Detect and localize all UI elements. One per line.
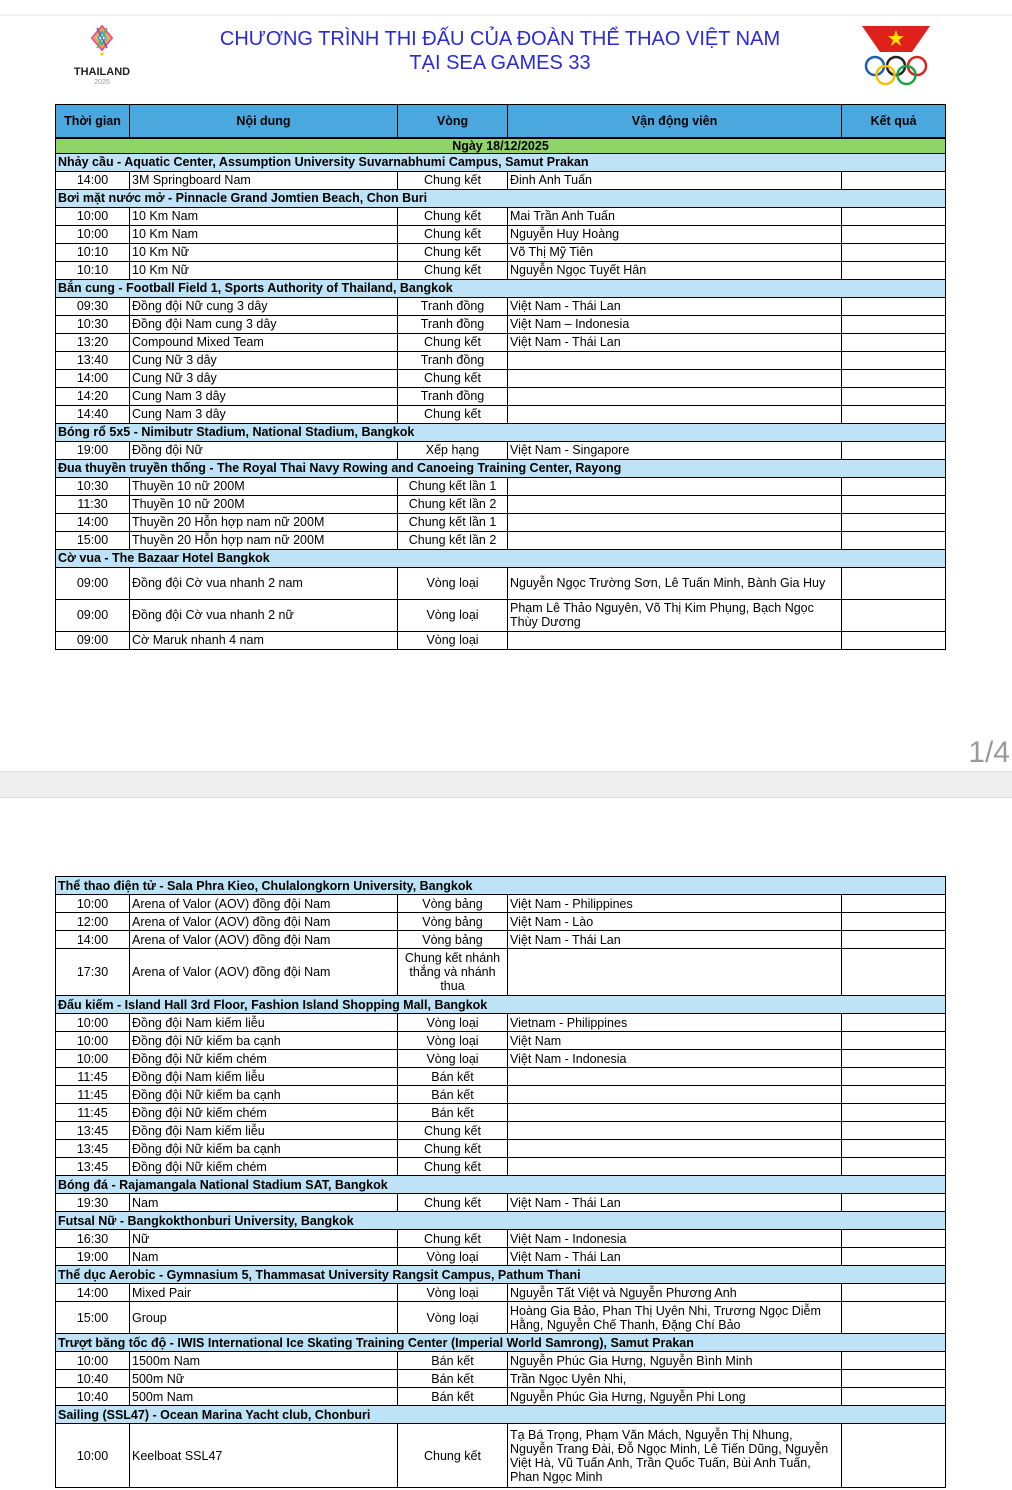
round-cell: Chung kết (398, 369, 508, 387)
venue-label: Đua thuyền truyền thống - The Royal Thai Navy Rowing and Canoeing Training Center, Rayong (56, 459, 946, 477)
event-cell: Cung Nữ 3 dây (130, 351, 398, 369)
time-cell: 13:45 (56, 1122, 130, 1140)
event-cell: 3M Springboard Nam (130, 171, 398, 189)
table-row (56, 1194, 946, 1212)
round-cell: Chung kết (398, 261, 508, 279)
round-cell: Chung kết lần 1 (398, 477, 508, 495)
result-cell (842, 1032, 946, 1050)
time-cell: 12:00 (56, 913, 130, 931)
athletes-cell: Việt Nam (508, 1032, 842, 1050)
result-cell (842, 1302, 946, 1334)
athletes-cell: Việt Nam - Thái Lan (508, 297, 842, 315)
time-cell: 11:45 (56, 1086, 130, 1104)
event-cell: Đồng đội Nam kiếm liễu (130, 1014, 398, 1032)
page-separator (0, 771, 1012, 798)
table-row (56, 1352, 946, 1370)
time-cell: 10:00 (56, 1050, 130, 1068)
round-cell: Vòng loại (398, 1050, 508, 1068)
time-cell: 10:00 (56, 1032, 130, 1050)
time-cell: 14:00 (56, 1284, 130, 1302)
round-cell: Vòng loại (398, 599, 508, 631)
event-cell: Keelboat SSL47 (130, 1424, 398, 1488)
time-cell: 10:30 (56, 477, 130, 495)
venue-label: Sailing (SSL47) - Ocean Marina Yacht club, Chonburi (56, 1406, 946, 1424)
table-row (56, 225, 946, 243)
time-cell: 13:40 (56, 351, 130, 369)
table-row (56, 1302, 946, 1334)
time-cell: 11:30 (56, 495, 130, 513)
page-subtitle: TẠI SEA GAMES 33 (409, 52, 591, 74)
venue-row (56, 1176, 946, 1194)
event-cell: Arena of Valor (AOV) đồng đội Nam (130, 913, 398, 931)
result-cell (842, 1086, 946, 1104)
result-cell (842, 441, 946, 459)
table-row (56, 1032, 946, 1050)
time-cell: 10:00 (56, 207, 130, 225)
athletes-cell: Nguyễn Phúc Gia Hưng, Nguyễn Bình Minh (508, 1352, 842, 1370)
round-cell: Bán kết (398, 1370, 508, 1388)
athletes-cell: Việt Nam - Indonesia (508, 1050, 842, 1068)
round-cell: Vòng loại (398, 1014, 508, 1032)
round-cell: Vòng loại (398, 1248, 508, 1266)
venue-row (56, 459, 946, 477)
time-cell: 10:40 (56, 1388, 130, 1406)
venue-label: Bắn cung - Football Field 1, Sports Authority of Thailand, Bangkok (56, 279, 946, 297)
result-cell (842, 369, 946, 387)
document-header (0, 0, 1012, 100)
athletes-cell: Việt Nam - Thái Lan (508, 931, 842, 949)
result-cell (842, 1140, 946, 1158)
athletes-cell: Việt Nam - Singapore (508, 441, 842, 459)
result-cell (842, 567, 946, 599)
round-cell: Chung kết (398, 1230, 508, 1248)
column-header-result: Kết quả (842, 105, 946, 138)
result-cell (842, 513, 946, 531)
time-cell: 14:00 (56, 931, 130, 949)
time-cell: 14:20 (56, 387, 130, 405)
event-cell: 500m Nam (130, 1388, 398, 1406)
athletes-cell: Nguyễn Ngọc Trường Sơn, Lê Tuấn Minh, Bành Gia Huy (508, 567, 842, 599)
venue-label: Bơi mặt nước mở - Pinnacle Grand Jomtien Beach, Chon Buri (56, 189, 946, 207)
venue-label: Nhảy cầu - Aquatic Center, Assumption University Suvarnabhumi Campus, Samut Prakan (56, 153, 946, 171)
athletes-cell: Việt Nam - Thái Lan (508, 1248, 842, 1266)
round-cell: Tranh đồng (398, 315, 508, 333)
round-cell: Chung kết lần 2 (398, 531, 508, 549)
venue-row (56, 423, 946, 441)
venue-label: Thể thao điện tử - Sala Phra Kieo, Chulalongkorn University, Bangkok (56, 877, 946, 895)
table-row (56, 1104, 946, 1122)
result-cell (842, 531, 946, 549)
vietnam-olympic-logo-icon (858, 24, 934, 90)
event-cell: Cung Nữ 3 dây (130, 369, 398, 387)
time-cell: 11:45 (56, 1068, 130, 1086)
round-cell: Vòng loại (398, 1284, 508, 1302)
round-cell: Bán kết (398, 1086, 508, 1104)
column-header-time: Thời gian (56, 105, 130, 138)
athletes-cell (508, 949, 842, 996)
result-cell (842, 261, 946, 279)
event-cell: Đồng đội Nam cung 3 dây (130, 315, 398, 333)
result-cell (842, 315, 946, 333)
venue-row (56, 279, 946, 297)
event-cell: Đồng đội Cờ vua nhanh 2 nam (130, 567, 398, 599)
table-row (56, 949, 946, 996)
time-cell: 19:00 (56, 1248, 130, 1266)
result-cell (842, 387, 946, 405)
venue-label: Futsal Nữ - Bangkokthonburi University, Bangkok (56, 1212, 946, 1230)
round-cell: Chung kết (398, 1194, 508, 1212)
round-cell: Vòng bảng (398, 913, 508, 931)
table-row (56, 1370, 946, 1388)
result-cell (842, 405, 946, 423)
time-cell: 10:00 (56, 225, 130, 243)
table-row (56, 1284, 946, 1302)
time-cell: 14:00 (56, 369, 130, 387)
table-row (56, 315, 946, 333)
table-row (56, 495, 946, 513)
logo-year: 2025 (94, 79, 110, 86)
event-cell: 10 Km Nữ (130, 261, 398, 279)
athletes-cell: Việt Nam - Indonesia (508, 1230, 842, 1248)
result-cell (842, 895, 946, 913)
time-cell: 10:10 (56, 261, 130, 279)
time-cell: 09:00 (56, 567, 130, 599)
venue-label: Trượt băng tốc độ - IWIS International Ice Skating Training Center (Imperial World Samrong), Samut Prakan (56, 1334, 946, 1352)
table-row (56, 207, 946, 225)
round-cell: Chung kết (398, 243, 508, 261)
round-cell: Chung kết (398, 1424, 508, 1488)
result-cell (842, 599, 946, 631)
table-row (56, 1086, 946, 1104)
venue-label: Bóng rổ 5x5 - Nimibutr Stadium, National Stadium, Bangkok (56, 423, 946, 441)
table-row (56, 1014, 946, 1032)
result-cell (842, 1068, 946, 1086)
time-cell: 16:30 (56, 1230, 130, 1248)
time-cell: 10:00 (56, 1014, 130, 1032)
table-row (56, 1050, 946, 1068)
round-cell: Chung kết nhánh thắng và nhánh thua (398, 949, 508, 996)
athletes-cell: Vietnam - Philippines (508, 1014, 842, 1032)
athletes-cell: Võ Thị Mỹ Tiên (508, 243, 842, 261)
page-title: CHƯƠNG TRÌNH THI ĐẤU CỦA ĐOÀN THỂ THAO VIỆT NAM (219, 28, 781, 50)
time-cell: 13:20 (56, 333, 130, 351)
logo-label: THAILAND (73, 66, 131, 78)
event-cell: Thuyền 20 Hỗn hợp nam nữ 200M (130, 531, 398, 549)
result-cell (842, 1352, 946, 1370)
time-cell: 10:30 (56, 315, 130, 333)
round-cell: Tranh đồng (398, 387, 508, 405)
event-cell: Đồng đội Nam kiếm liễu (130, 1122, 398, 1140)
event-cell: Đồng đội Nữ kiếm ba cạnh (130, 1032, 398, 1050)
time-cell: 14:00 (56, 171, 130, 189)
round-cell: Bán kết (398, 1068, 508, 1086)
table-row (56, 931, 946, 949)
table-row (56, 333, 946, 351)
event-cell: Đồng đội Nữ cung 3 dây (130, 297, 398, 315)
athletes-cell (508, 513, 842, 531)
table-row (56, 913, 946, 931)
result-cell (842, 207, 946, 225)
table-row (56, 1068, 946, 1086)
athletes-cell: Nguyễn Tất Việt và Nguyễn Phương Anh (508, 1284, 842, 1302)
day-row (56, 138, 946, 154)
result-cell (842, 351, 946, 369)
table-row (56, 387, 946, 405)
table-row (56, 243, 946, 261)
time-cell: 14:00 (56, 513, 130, 531)
venue-label: Đấu kiếm - Island Hall 3rd Floor, Fashion Island Shopping Mall, Bangkok (56, 996, 946, 1014)
athletes-cell (508, 369, 842, 387)
event-cell: Đồng đội Nữ kiếm ba cạnh (130, 1140, 398, 1158)
athletes-cell: Việt Nam - Lào (508, 913, 842, 931)
round-cell: Chung kết (398, 225, 508, 243)
result-cell (842, 297, 946, 315)
venue-row (56, 1266, 946, 1284)
event-cell: Đồng đội Nữ kiếm chém (130, 1158, 398, 1176)
time-cell: 17:30 (56, 949, 130, 996)
time-cell: 15:00 (56, 531, 130, 549)
venue-row (56, 549, 946, 567)
event-cell: Arena of Valor (AOV) đồng đội Nam (130, 949, 398, 996)
time-cell: 10:00 (56, 1424, 130, 1488)
event-cell: Group (130, 1302, 398, 1334)
table-row (56, 261, 946, 279)
athletes-cell: Phạm Lê Thảo Nguyên, Võ Thị Kim Phụng, Bạch Ngọc Thùy Dương (508, 599, 842, 631)
result-cell (842, 1158, 946, 1176)
table-row (56, 895, 946, 913)
venue-row (56, 1406, 946, 1424)
event-cell: Thuyền 10 nữ 200M (130, 477, 398, 495)
result-cell (842, 631, 946, 649)
event-cell: Nam (130, 1248, 398, 1266)
event-cell: Đồng đội Nữ kiếm chém (130, 1104, 398, 1122)
table-row (56, 441, 946, 459)
athletes-cell: Việt Nam – Indonesia (508, 315, 842, 333)
time-cell: 09:30 (56, 297, 130, 315)
result-cell (842, 949, 946, 996)
time-cell: 13:45 (56, 1140, 130, 1158)
athletes-cell (508, 405, 842, 423)
column-header-athletes: Vận động viên (508, 105, 842, 138)
round-cell: Chung kết (398, 171, 508, 189)
event-cell: 10 Km Nữ (130, 243, 398, 261)
venue-row (56, 189, 946, 207)
round-cell: Chung kết (398, 1140, 508, 1158)
time-cell: 09:00 (56, 631, 130, 649)
event-cell: Cung Nam 3 dây (130, 387, 398, 405)
athletes-cell: Việt Nam - Thái Lan (508, 333, 842, 351)
athletes-cell (508, 351, 842, 369)
result-cell (842, 171, 946, 189)
result-cell (842, 1104, 946, 1122)
athletes-cell (508, 387, 842, 405)
round-cell: Vòng loại (398, 1302, 508, 1334)
event-cell: Nữ (130, 1230, 398, 1248)
athletes-cell: Tạ Bá Trọng, Phạm Văn Mách, Nguyễn Thị Nhung, Nguyễn Trang Đài, Đỗ Ngọc Minh, Lê Tiến Dũng, Nguyễn Việt Hà, Vũ Tuấn Anh, Trần Quốc Tuấn, Bùi Anh Tuấn, Phan Ngọc Minh (508, 1424, 842, 1488)
result-cell (842, 1122, 946, 1140)
round-cell: Vòng bảng (398, 931, 508, 949)
table-row (56, 171, 946, 189)
time-cell: 19:30 (56, 1194, 130, 1212)
result-cell (842, 225, 946, 243)
round-cell: Chung kết lần 2 (398, 495, 508, 513)
column-header-round: Vòng (398, 105, 508, 138)
event-cell: Cờ Maruk nhanh 4 nam (130, 631, 398, 649)
sea-games-emblem-icon (88, 24, 116, 56)
result-cell (842, 1388, 946, 1406)
event-cell: Đồng đội Nữ kiếm ba cạnh (130, 1086, 398, 1104)
time-cell: 10:00 (56, 1352, 130, 1370)
event-cell: Compound Mixed Team (130, 333, 398, 351)
time-cell: 13:45 (56, 1158, 130, 1176)
table-row (56, 513, 946, 531)
time-cell: 10:00 (56, 895, 130, 913)
table-row (56, 531, 946, 549)
result-cell (842, 1284, 946, 1302)
round-cell: Chung kết lần 1 (398, 513, 508, 531)
result-cell (842, 1248, 946, 1266)
event-cell: Nam (130, 1194, 398, 1212)
time-cell: 09:00 (56, 599, 130, 631)
round-cell: Bán kết (398, 1104, 508, 1122)
schedule-table-page-1 (55, 104, 946, 650)
result-cell (842, 1014, 946, 1032)
venue-row (56, 153, 946, 171)
result-cell (842, 931, 946, 949)
round-cell: Tranh đồng (398, 351, 508, 369)
event-cell: Thuyền 10 nữ 200M (130, 495, 398, 513)
table-row (56, 1424, 946, 1488)
time-cell: 19:00 (56, 441, 130, 459)
round-cell: Chung kết (398, 1158, 508, 1176)
athletes-cell (508, 495, 842, 513)
athletes-cell (508, 1104, 842, 1122)
event-cell: Arena of Valor (AOV) đồng đội Nam (130, 931, 398, 949)
column-header-event: Nội dung (130, 105, 398, 138)
day-label: Ngày 18/12/2025 (56, 138, 946, 154)
athletes-cell (508, 477, 842, 495)
table-row (56, 567, 946, 599)
table-row (56, 1140, 946, 1158)
round-cell: Bán kết (398, 1352, 508, 1370)
result-cell (842, 495, 946, 513)
athletes-cell (508, 1140, 842, 1158)
athletes-cell: Đinh Anh Tuấn (508, 171, 842, 189)
venue-row (56, 1212, 946, 1230)
athletes-cell: Trần Ngọc Uyên Nhi, (508, 1370, 842, 1388)
result-cell (842, 243, 946, 261)
result-cell (842, 913, 946, 931)
round-cell: Chung kết (398, 405, 508, 423)
athletes-cell: Nguyễn Phúc Gia Hưng, Nguyễn Phi Long (508, 1388, 842, 1406)
table-row (56, 297, 946, 315)
venue-label: Bóng đá - Rajamangala National Stadium SAT, Bangkok (56, 1176, 946, 1194)
event-cell: Đồng đội Cờ vua nhanh 2 nữ (130, 599, 398, 631)
time-cell: 10:10 (56, 243, 130, 261)
event-cell: Cung Nam 3 dây (130, 405, 398, 423)
event-cell: Đồng đội Nữ (130, 441, 398, 459)
round-cell: Vòng loại (398, 631, 508, 649)
athletes-cell: Nguyễn Ngọc Tuyết Hân (508, 261, 842, 279)
event-cell: 10 Km Nam (130, 207, 398, 225)
athletes-cell (508, 1086, 842, 1104)
round-cell: Tranh đồng (398, 297, 508, 315)
table-row (56, 1122, 946, 1140)
table-row (56, 1248, 946, 1266)
result-cell (842, 333, 946, 351)
round-cell: Vòng bảng (398, 895, 508, 913)
athletes-cell (508, 1068, 842, 1086)
result-cell (842, 1050, 946, 1068)
athletes-cell: Hoàng Gia Bảo, Phan Thị Uyên Nhi, Trương Ngọc Diễm Hằng, Nguyễn Chế Thanh, Đặng Chí Bảo (508, 1302, 842, 1334)
result-cell (842, 1424, 946, 1488)
time-cell: 11:45 (56, 1104, 130, 1122)
venue-row (56, 996, 946, 1014)
athletes-cell (508, 531, 842, 549)
athletes-cell: Nguyễn Huy Hoàng (508, 225, 842, 243)
event-cell: Đồng đội Nam kiếm liễu (130, 1068, 398, 1086)
table-row (56, 1158, 946, 1176)
event-cell: 10 Km Nam (130, 225, 398, 243)
table-row (56, 369, 946, 387)
page-indicator: 1/4 (968, 736, 1010, 769)
table-row (56, 631, 946, 649)
table-row (56, 477, 946, 495)
athletes-cell: Việt Nam - Philippines (508, 895, 842, 913)
result-cell (842, 477, 946, 495)
event-cell: 1500m Nam (130, 1352, 398, 1370)
time-cell: 15:00 (56, 1302, 130, 1334)
venue-label: Thể dục Aerobic - Gymnasium 5, Thammasat University Rangsit Campus, Pathum Thani (56, 1266, 946, 1284)
table-row (56, 1388, 946, 1406)
round-cell: Vòng loại (398, 567, 508, 599)
result-cell (842, 1230, 946, 1248)
round-cell: Chung kết (398, 207, 508, 225)
event-cell: Thuyền 20 Hỗn hợp nam nữ 200M (130, 513, 398, 531)
round-cell: Bán kết (398, 1388, 508, 1406)
header-row (56, 105, 946, 138)
athletes-cell (508, 1158, 842, 1176)
time-cell: 10:40 (56, 1370, 130, 1388)
round-cell: Vòng loại (398, 1032, 508, 1050)
event-cell: Mixed Pair (130, 1284, 398, 1302)
sea-games-logo (66, 24, 138, 88)
table-row (56, 599, 946, 631)
athletes-cell: Mai Trần Anh Tuấn (508, 207, 842, 225)
venue-label: Cờ vua - The Bazaar Hotel Bangkok (56, 549, 946, 567)
athletes-cell: Việt Nam - Thái Lan (508, 1194, 842, 1212)
table-row (56, 351, 946, 369)
schedule-table-page-2 (55, 876, 946, 1488)
result-cell (842, 1370, 946, 1388)
round-cell: Chung kết (398, 333, 508, 351)
event-cell: Đồng đội Nữ kiếm chém (130, 1050, 398, 1068)
round-cell: Xếp hạng (398, 441, 508, 459)
venue-row (56, 877, 946, 895)
time-cell: 14:40 (56, 405, 130, 423)
table-row (56, 1230, 946, 1248)
round-cell: Chung kết (398, 1122, 508, 1140)
venue-row (56, 1334, 946, 1352)
table-row (56, 405, 946, 423)
event-cell: 500m Nữ (130, 1370, 398, 1388)
athletes-cell (508, 1122, 842, 1140)
result-cell (842, 1194, 946, 1212)
athletes-cell (508, 631, 842, 649)
event-cell: Arena of Valor (AOV) đồng đội Nam (130, 895, 398, 913)
